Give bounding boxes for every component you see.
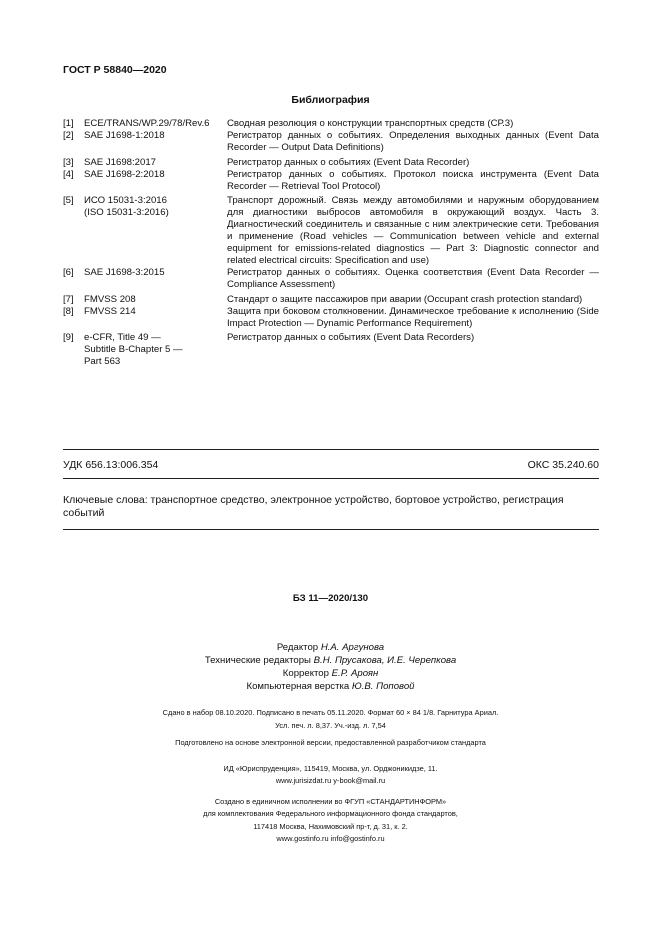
ref-num: [3] [63,156,74,168]
credit-person: Ю.В. Поповой [351,681,415,692]
bib-ref-2 [63,130,599,154]
print-info-line2: Усл. печ. л. 8,37. Уч.-изд. л. 7,54 [275,721,386,730]
credit-person: Е.Р. Ароян [331,668,379,679]
ref-code [84,332,227,368]
keywords: Ключевые слова: транспортное средство, электронное устройство, бортовое устройство, регистрация событий [63,494,564,519]
divider-top [63,449,599,450]
creator-line1: Создано в единичном исполнении во ФГУП «СТАНДАРТИНФОРМ» [214,797,447,806]
divider-middle [63,478,599,479]
ref-desc: Регистратор данных о событиях (Event Data Recorders) [227,332,475,344]
ref-desc: Стандарт о защите пассажиров при аварии (Occupant crash protection standard) [227,293,583,305]
ref-desc: Регистратор данных о событиях. Протокол поиска инструмента (Event Data Recorder — Retrieval Tool Protocol) [227,168,599,192]
ref-code-line: e-CFR, Title 49 — [84,332,161,344]
credit-person: В.Н. Прусакова, И.Е. Черепкова [313,655,457,666]
ref-num: [6] [63,266,74,278]
ref-num: [2] [63,129,74,141]
creator-line4: www.gostinfo.ru info@gostinfo.ru [276,834,385,843]
ref-desc: Регистратор данных о событиях. Определения выходных данных (Event Data Recorder — Output Data Definitions) [227,129,599,153]
bib-ref-8 [63,306,599,330]
standard-number: ГОСТ Р 58840—2020 [63,64,167,76]
bib-ref-6 [63,267,599,291]
ref-desc: Регистратор данных о событиях (Event Data Recorder) [227,156,470,168]
ref-num: [1] [63,118,74,129]
credit-label: Редактор [276,642,319,653]
ref-code [84,195,227,266]
bib-ref-5 [63,195,599,266]
bibliography-list [63,118,599,368]
ref-code-line: Subtitle B-Chapter 5 — [84,344,183,356]
print-info-line1: Сдано в набор 08.10.2020. Подписано в печать 05.11.2020. Формат 60 × 84 1/8. Гарнитура Ариал. [162,708,499,717]
publisher-line1: ИД «Юриспруденция», 115419, Москва, ул. Орджоникидзе, 11. [223,764,438,773]
ref-num: [4] [63,168,74,180]
bibliography-title: Библиография [291,94,370,106]
credit-layout [0,680,661,693]
divider-bottom [63,529,599,530]
udk-code: УДК 656.13:006.354 [63,459,159,471]
ref-code: ECE/TRANS/WP.29/78/Rev.6 [84,118,210,129]
credit-person: Н.А. Аргунова [320,642,385,653]
ref-code: FMVSS 208 [84,293,136,305]
credit-label: Компьютерная верстка [246,681,350,692]
credit-label: Корректор [282,668,329,679]
ref-num: [8] [63,305,74,317]
credit-editor [0,641,661,654]
oks-code: ОКС 35.240.60 [527,459,599,471]
ref-desc: Сводная резолюция о конструкции транспортных средств (СР.3) [227,118,514,129]
ref-code-line: ИСО 15031-3:2016 [84,195,167,207]
ref-desc: Регистратор данных о событиях. Оценка соответствия (Event Data Recorder — Compliance Assessment) [227,266,599,290]
bib-ref-7 [63,294,599,306]
ref-code-line: Part 563 [84,356,121,368]
bib-ref-4 [63,169,599,193]
ref-num: [7] [63,293,74,305]
ref-code: FMVSS 214 [84,305,136,317]
ref-code: SAE J1698-3:2015 [84,266,165,278]
credit-tech [0,654,661,667]
ref-desc: Защита при боковом столкновении. Динамическое требование к исполнению (Side Impact Protection — Dynamic Performance Requirement) [227,305,599,329]
print-info-line3: Подготовлено на основе электронной версии, предоставленной разработчиком стандарта [175,738,486,747]
bib-ref-1 [63,118,599,130]
bib-ref-9 [63,332,599,368]
bib-ref-3 [63,157,599,169]
credits [0,641,661,693]
ref-code: SAE J1698-2:2018 [84,168,165,180]
ref-desc: Транспорт дорожный. Связь между автомобилями и наружным оборудованием для диагностики выбросов автомобиля в окружающий воздух. Часть 3. Диагностический соединитель и связанные с ним электрические сети. Требования и применение (Road vehicles — Communication between vehicle and external equipment for emissions-related diagnostics — Part 3: Diagnostic connector and related electrical circuits: Specification and use) [227,195,599,266]
ref-num: [9] [63,332,74,344]
ref-code-line: (ISO 15031-3:2016) [84,207,169,219]
credit-label: Технические редакторы [204,655,311,666]
credit-corrector [0,667,661,680]
ref-code: SAE J1698-1:2018 [84,129,165,141]
publisher-line2: www.jurisizdat.ru y-book@mail.ru [275,776,386,785]
ref-code: SAE J1698:2017 [84,156,157,168]
bz-number: БЗ 11—2020/130 [292,593,369,604]
creator-line3: 117418 Москва, Нахимовский пр-т, д. 31, к. 2. [253,822,408,831]
creator-line2: для комплектования Федерального информационного фонда стандартов, [203,809,458,818]
ref-num: [5] [63,195,74,207]
